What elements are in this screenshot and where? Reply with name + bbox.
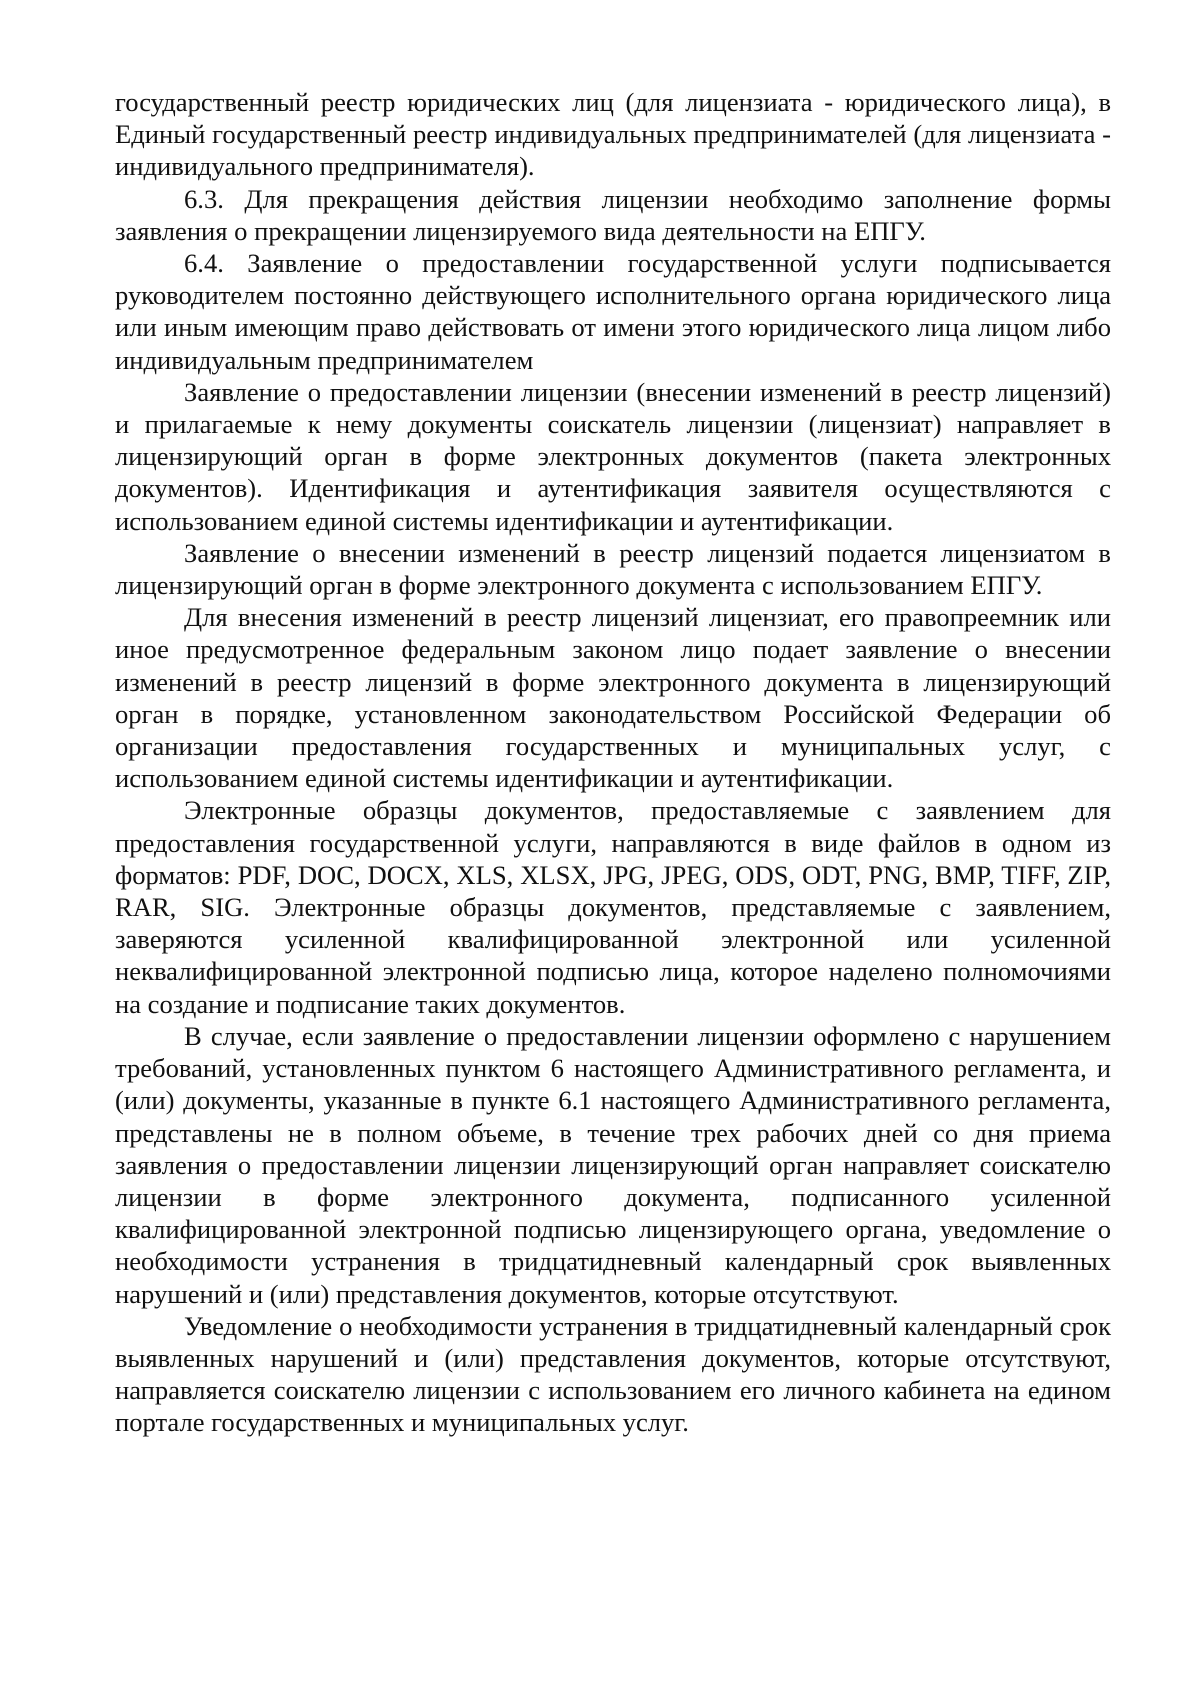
paragraph-6-3: 6.3. Для прекращения действия лицензии необходимо заполнение формы заявления о прекращении лицензируемого вида деятельности на ЕПГУ. bbox=[115, 183, 1111, 246]
paragraph-electronic-formats: Электронные образцы документов, предоставляемые с заявлением для предоставления государственной услуги, направляются в виде файлов в одном из форматов: PDF, DOC, DOCX, XLS, XLSX, JPG, JPEG, ODS, ODT, PNG, BMP, TIFF, ZIP, RAR, SIG. Электронные образцы документов, представляемые с заявлением, заверяются усиленной квалифицированной электронной или усиленной неквалифицированной электронной подписью лица, которое наделено полномочиями на создание и подписание таких документов. bbox=[115, 795, 1111, 1019]
paragraph-registry-changes: Заявление о внесении изменений в реестр лицензий подается лицензиатом в лицензирующий орган в форме электронного документа с использованием ЕПГУ. bbox=[115, 537, 1111, 601]
paragraph-notification: Уведомление о необходимости устранения в тридцатидневный календарный срок выявленных нарушений и (или) представления документов, которые отсутствуют, направляется соискателю лицензии с использованием его личного кабинета на едином портале государственных и муниципальных услуг. bbox=[115, 1310, 1111, 1438]
paragraph-continuation: государственный реестр юридических лиц (для лицензиата - юридического лица), в Единый государственный реестр индивидуальных предпринимателей (для лицензиата - индивидуального предпринимателя). bbox=[115, 87, 1111, 182]
paragraph-6-4: 6.4. Заявление о предоставлении государственной услуги подписывается руководителем постоянно действующего исполнительного органа юридического лица или иным имеющим право действовать от имени этого юридического лица лицом либо индивидуальным предпринимателем bbox=[115, 248, 1111, 375]
document-page bbox=[115, 86, 1111, 1439]
paragraph-licensee-changes: Для внесения изменений в реестр лицензий лицензиат, его правопреемник или иное предусмотренное федеральным законом лицо подает заявление о внесении изменений в реестр лицензий в форме электронного документа в лицензирующий орган в порядке, установленном законодательством Российской Федерации об организации предоставления государственных и муниципальных услуг, с использованием единой системы идентификации и аутентификации. bbox=[115, 602, 1111, 794]
paragraph-application-submission: Заявление о предоставлении лицензии (внесении изменений в реестр лицензий) и прилагаемые к нему документы соискатель лицензии (лицензиат) направляет в лицензирующий орган в форме электронных документов (пакета электронных документов). Идентификация и аутентификация заявителя осуществляются с использованием единой системы идентификации и аутентификации. bbox=[115, 376, 1111, 536]
paragraph-violations: В случае, если заявление о предоставлении лицензии оформлено с нарушением требований, установленных пунктом 6 настоящего Административного регламента, и (или) документы, указанные в пункте 6.1 настоящего Административного регламента, представлены не в полном объеме, в течение трех рабочих дней со дня приема заявления о предоставлении лицензии лицензирующий орган направляет соискателю лицензии в форме электронного документа, подписанного усиленной квалифицированной электронной подписью лицензирующего органа, уведомление о необходимости устранения в тридцатидневный календарный срок выявленных нарушений и (или) представления документов, которые отсутствуют. bbox=[115, 1020, 1111, 1309]
